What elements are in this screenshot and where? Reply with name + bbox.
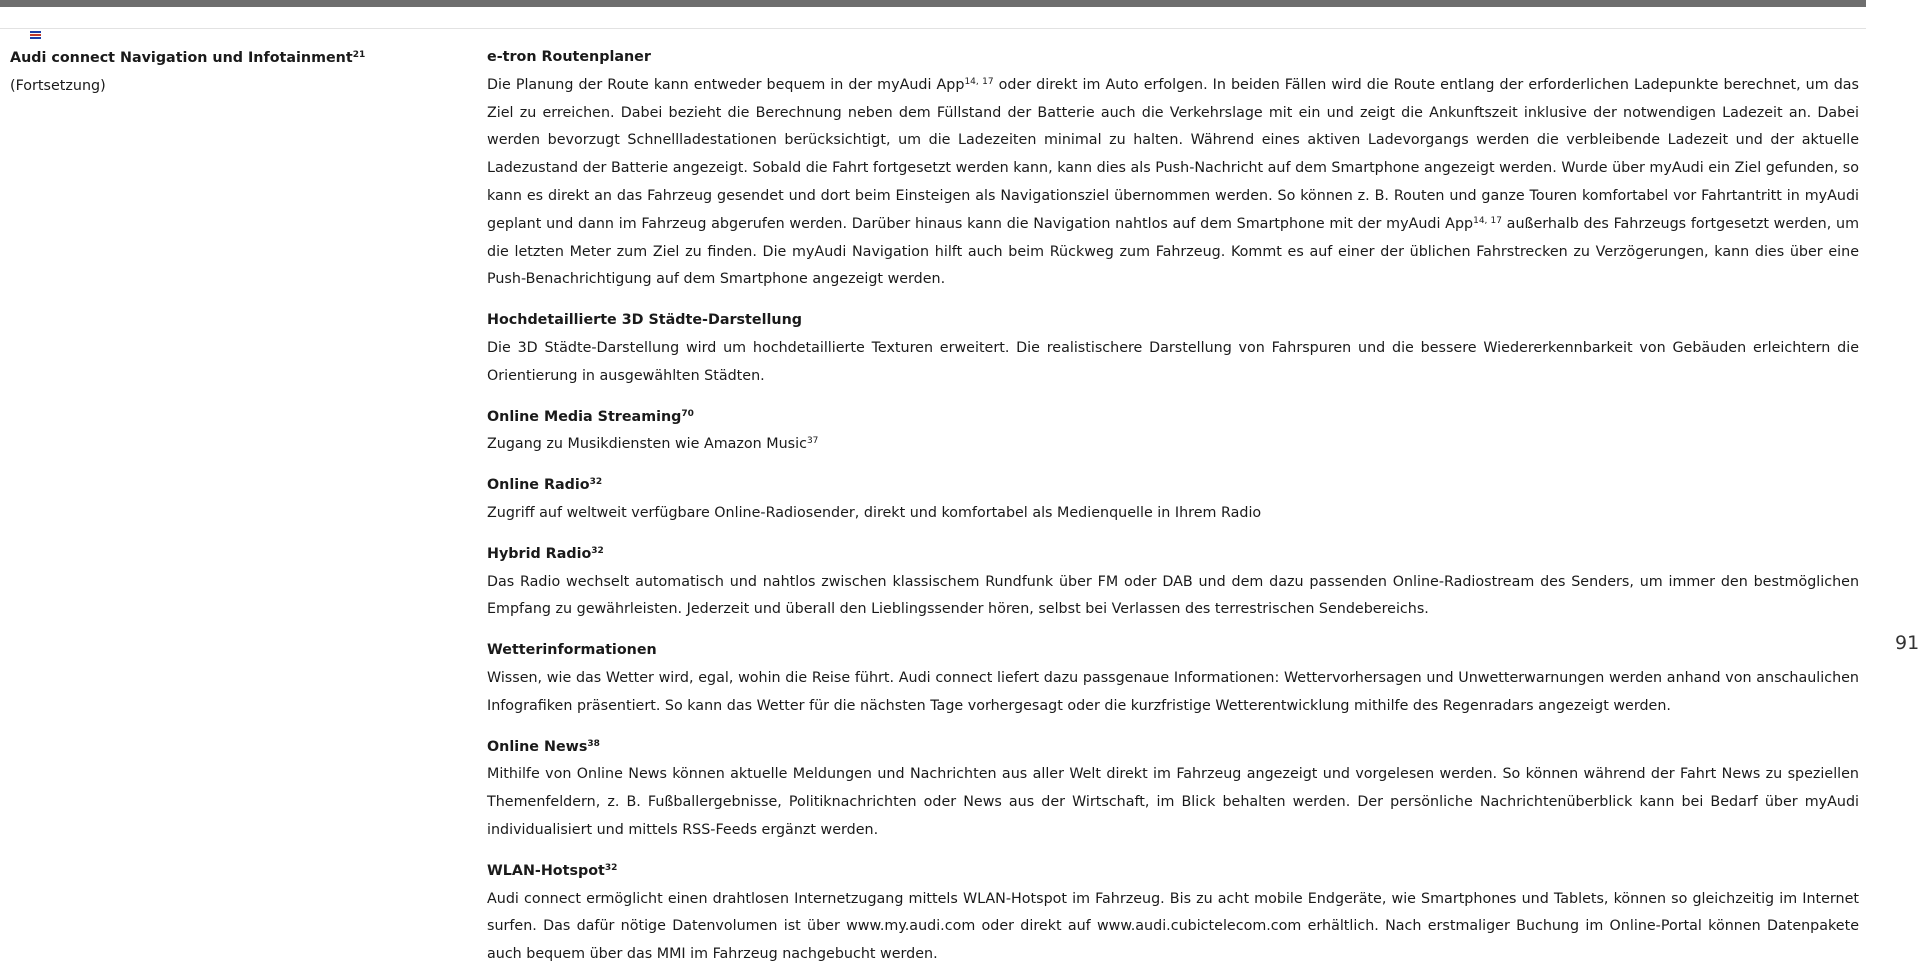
footnote-ref: 70: [681, 408, 694, 419]
section-body-text: Das Radio wechselt automatisch und nahtlos zwischen klassischem Rundfunk über FM oder DAB und dem dazu passenden Online-Radiostream des Senders, um immer den bestmöglichen Empfang zu gewährleisten. Jederzeit und überall den Lieblingssender hören, selbst bei Verlassen des terrestrischen Sendebereichs.: [487, 573, 1859, 618]
section-title-text: Online Radio: [487, 477, 590, 494]
section-body-text: Die Planung der Route kann entweder bequem in der myAudi App: [487, 76, 965, 93]
section-e-tron-routenplaner: [487, 44, 1859, 294]
section-body: [487, 431, 1859, 459]
section-title-text: Online News: [487, 738, 588, 755]
section-body-text: oder direkt im Auto erfolgen. In beiden Fällen wird die Route entlang der erforderlichen Ladepunkte berechnet, um das Ziel zu erreichen. Dabei bezieht die Berechnung neben dem Füllstand der Batterie auch die Verkehrslage mit ein und zeigt die Ankunftszeit inklusive der notwendigen Ladezeit an. Dabei werden bevorzugt Schnellladestationen berücksichtigt, um die Ladezeiten minimal zu halten. Während eines aktiven Ladevorgangs werden die verbleibende Ladezeit und der aktuelle Ladezustand der Batterie angezeigt. Sobald die Fahrt fortgesetzt werden kann, kann dies als Push-Nachricht auf dem Smartphone angezeigt werden. Wurde über myAudi ein Ziel gefunden, so kann es direkt an das Fahrzeug gesendet und dort beim Einsteigen als Navigationsziel übernommen werden. So können z. B. Routen und ganze Touren komfortabel vor Fahrtantritt in myAudi geplant und dann im Fahrzeug abgerufen werden. Darüber hinaus kann die Navigation nahtlos auf dem Smartphone mit der myAudi App: [487, 76, 1859, 232]
section-hybrid-radio: [487, 541, 1859, 624]
footnote-ref: 32: [589, 477, 603, 488]
section-body-text: Mithilfe von Online News können aktuelle Meldungen und Nachrichten aus aller Welt direkt im Fahrzeug angezeigt und vorgelesen werden. So können während der Fahrt News zu speziellen Themenfeldern, z. B. Fußballergebnisse, Politiknachrichten oder News aus der Wirtschaft, im Blick behalten werden. Der persönliche Nachrichtenüberblick kann bei Bedarf über myAudi individualisiert und mittels RSS-Feeds ergänzt werden.: [487, 766, 1859, 838]
section-title-text: WLAN-Hotspot: [487, 862, 605, 879]
header-divider: [0, 28, 1866, 29]
section-title: [487, 44, 1859, 72]
section-title: [487, 404, 1859, 432]
section-body-text: außerhalb des Fahrzeugs fortgesetzt werden, um die letzten Meter zum Ziel zu finden. Die myAudi Navigation hilft auch beim Rückweg zum Fahrzeug. Kommt es auf einer der üblichen Fahrstrecken zu Verzögerungen, kann dies über eine Push-Benachrichtigung auf dem Smartphone angezeigt werden.: [487, 215, 1859, 288]
section-body-text: Zugang zu Musikdiensten wie Amazon Music: [487, 436, 807, 453]
section-title: [487, 541, 1859, 569]
section-body: [487, 886, 1859, 969]
section-body: [487, 761, 1859, 844]
flag-stripe: [30, 37, 41, 39]
sidebar-title-footnote: 21: [352, 50, 366, 60]
footnote-ref: 37: [806, 436, 819, 447]
footnote-ref: 32: [591, 545, 604, 556]
section-title: [487, 472, 1859, 500]
sidebar-subtitle: (Fortsetzung): [10, 78, 106, 94]
section-body: [487, 665, 1859, 721]
section-title-text: Online Media Streaming: [487, 408, 682, 425]
sidebar-title: [10, 44, 450, 72]
section-title-text: Wetterinformationen: [487, 642, 657, 659]
section-wetterinformationen: [487, 637, 1859, 720]
section-body-text: Wissen, wie das Wetter wird, egal, wohin die Reise führt. Audi connect liefert dazu passgenaue Informationen: Wettervorhersagen und Unwetterwarnungen werden anhand von anschaulichen Infografiken präsentiert. So kann das Wetter für die nächsten Tage vorhergesagt oder die kurzfristige Wetterentwicklung mithilfe des Regenradars angezeigt werden.: [487, 669, 1859, 714]
section-3d-staedte: [487, 307, 1859, 390]
section-title-text: Hochdetaillierte 3D Städte-Darstellung: [487, 312, 802, 329]
section-title: [487, 307, 1859, 335]
top-rule: [0, 0, 1866, 7]
flag-stripe: [30, 34, 41, 36]
section-body-text: Die 3D Städte-Darstellung wird um hochdetaillierte Texturen erweitert. Die realistischere Darstellung von Fahrspuren und die bessere Wiedererkennbarkeit von Gebäuden erleichtern die Orientierung in ausgewählten Städten.: [487, 339, 1859, 384]
sidebar: [10, 44, 450, 100]
section-body: [487, 72, 1859, 294]
section-body: [487, 569, 1859, 625]
main-content: [487, 44, 1859, 969]
footnote-ref: 14, 17: [964, 76, 994, 87]
section-body-text: Audi connect ermöglicht einen drahtlosen Internetzugang mittels WLAN-Hotspot im Fahrzeug. Bis zu acht mobile Endgeräte, wie Smartphones und Tablets, können so gleichzeitig im Internet surfen. Das dafür nötige Datenvolumen ist über www.my.audi.com oder direkt auf www.audi.cubictelecom.com erhältlich. Nach erstmaliger Buchung im Online-Portal können Datenpakete auch bequem über das MMI im Fahrzeug nachgebucht werden.: [487, 890, 1859, 963]
section-online-media-streaming: [487, 404, 1859, 460]
footnote-ref: 38: [587, 738, 600, 749]
section-title: [487, 734, 1859, 762]
page-number: 91: [1895, 632, 1920, 654]
section-body: [487, 500, 1859, 528]
section-title: [487, 637, 1859, 665]
section-title-text: Hybrid Radio: [487, 545, 592, 562]
section-body: [487, 335, 1859, 391]
footnote-ref: 32: [604, 862, 618, 873]
section-title: [487, 858, 1859, 886]
footnote-ref: 14, 17: [1473, 215, 1502, 226]
flag-icon: [30, 31, 41, 40]
section-title-text: e-tron Routenplaner: [487, 49, 651, 65]
section-body-text: Zugriff auf weltweit verfügbare Online-Radiosender, direkt und komfortabel als Medienquelle in Ihrem Radio: [487, 504, 1262, 521]
sidebar-title-text: Audi connect Navigation und Infotainment: [10, 50, 353, 66]
section-wlan-hotspot: [487, 858, 1859, 969]
section-online-radio: [487, 472, 1859, 528]
section-online-news: [487, 734, 1859, 845]
flag-stripe: [30, 31, 41, 33]
